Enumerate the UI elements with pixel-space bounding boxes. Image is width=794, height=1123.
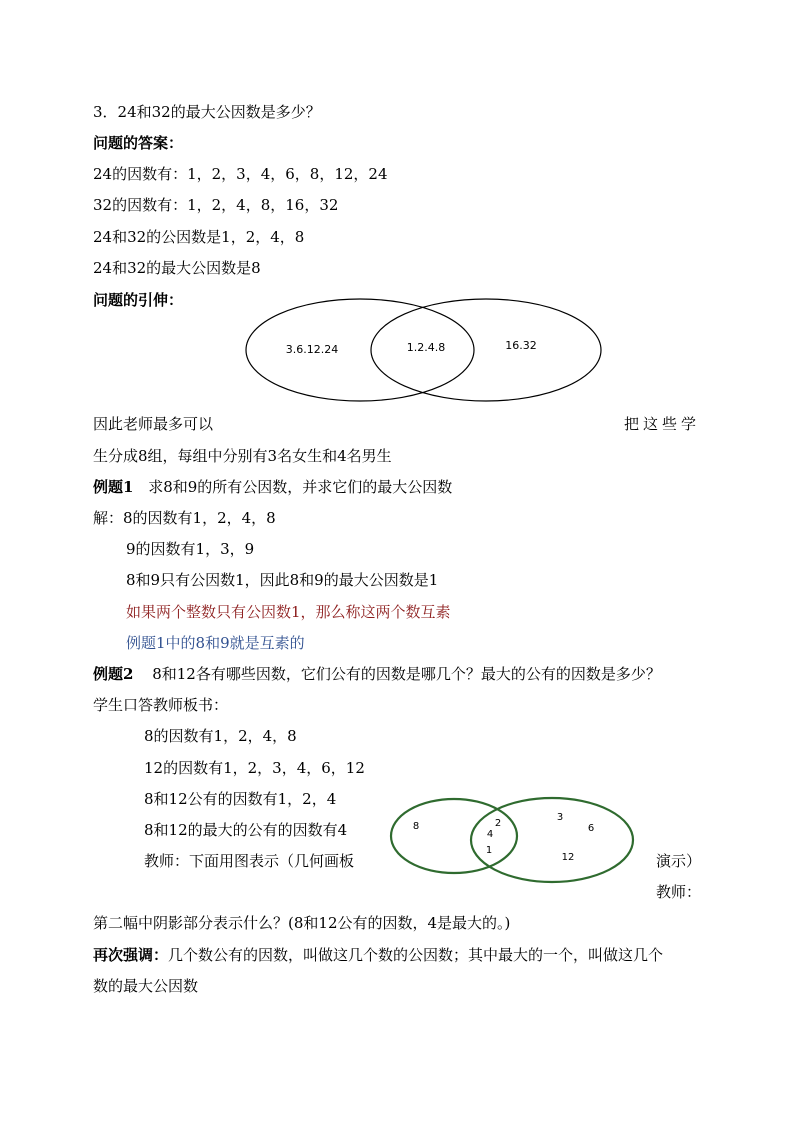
example2-s4: 8和12的最大的公有的因数有4 (144, 821, 348, 839)
example1-solution-3: 8和9只有公因数1，因此8和9的最大公因数是1 (126, 571, 439, 589)
example1-text: 求8和9的所有公因数，并求它们的最大公因数 (148, 478, 453, 496)
venn2-right-label-3: 12 (561, 852, 575, 863)
answer-heading: 问题的答案： (93, 134, 184, 152)
emphasis-text-2: 数的最大公因数 (93, 977, 199, 995)
example2-s1: 8的因数有1，2，4，8 (144, 727, 297, 745)
example2-s2: 12的因数有1，2，3，4，6，12 (144, 759, 365, 777)
venn2-left-circle (391, 799, 517, 873)
example1-solution-1: 解：8的因数有1，2，4，8 (93, 509, 276, 527)
question-3: 3．24和32的最大公因数是多少？ (93, 103, 321, 121)
venn2-middle-label-3: 1 (485, 845, 493, 856)
example1-line (93, 477, 452, 497)
example2-s3: 8和12公有的因数有1，2，4 (144, 790, 337, 808)
venn2-middle-label-1: 2 (494, 818, 502, 829)
venn-diagram-8-12 (388, 794, 638, 886)
venn-middle-label: 1.2.4.8 (406, 341, 446, 354)
shaded-question: 第二幅中阴影部分表示什么？(8和12公有的因数，4是最大的。) (93, 914, 511, 932)
venn2-middle-label-2: 4 (486, 829, 494, 840)
example2-s5-right: 演示） (656, 852, 702, 870)
venn-left-label: 3.6.12.24 (285, 343, 339, 356)
example1-label: 例题1 (93, 478, 134, 496)
venn-diagram-24-32 (240, 296, 610, 408)
venn-right-label: 16.32 (505, 339, 537, 352)
emphasis-line (93, 945, 663, 965)
venn-right-circle (371, 299, 601, 401)
example2-label: 例题2 (93, 665, 134, 683)
example2-s6-right: 教师： (656, 883, 702, 901)
conclusion-left: 因此老师最多可以 (93, 415, 214, 433)
conclusion-line2: 生分成8组，每组中分别有3名女生和4名男生 (93, 447, 392, 465)
coprime-note: 例题1中的8和9就是互素的 (126, 634, 305, 652)
coprime-definition: 如果两个整数只有公因数1，那么称这两个数互素 (126, 603, 451, 621)
venn2-right-label-1: 3 (556, 812, 564, 823)
example2-intro: 学生口答教师板书： (93, 696, 229, 714)
common-factors: 24和32的公因数是1，2，4，8 (93, 228, 305, 246)
emphasis-label: 再次强调： (93, 946, 169, 964)
extension-heading: 问题的引伸： (93, 291, 184, 309)
factors-24: 24的因数有：1，2，3，4，6，8，12，24 (93, 165, 388, 183)
example2-s5: 教师：下面用图表示（几何画板 (144, 852, 355, 870)
factors-32: 32的因数有：1，2，4，8，16，32 (93, 196, 339, 214)
venn2-left-label: 8 (412, 821, 420, 832)
conclusion-right: 把这些学 (624, 415, 701, 433)
venn2-right-circle (471, 798, 633, 882)
example2-line (93, 664, 661, 684)
gcd-statement: 24和32的最大公因数是8 (93, 259, 261, 277)
emphasis-text: 几个数公有的因数，叫做这几个数的公因数；其中最大的一个，叫做这几个 (168, 946, 664, 964)
example2-text: 8和12各有哪些因数，它们公有的因数是哪几个？最大的公有的因数是多少？ (152, 665, 661, 683)
venn2-right-label-2: 6 (587, 823, 595, 834)
example1-solution-2: 9的因数有1，3，9 (126, 540, 255, 558)
